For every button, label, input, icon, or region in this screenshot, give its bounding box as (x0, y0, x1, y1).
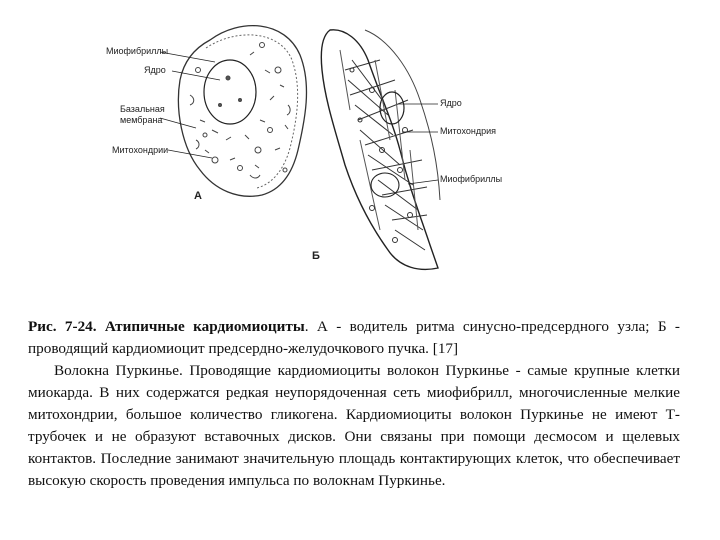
label-b-nucleus: Ядро (440, 98, 462, 108)
label-b-myofibrils: Миофибриллы (440, 174, 503, 184)
panel-a-letter: А (194, 190, 202, 202)
label-a-mitochondria: Митохондрии (112, 145, 169, 155)
panel-a-drawing (160, 26, 306, 197)
figure-caption (28, 316, 680, 492)
caption-paragraph: Волокна Пуркинье. Проводящие кардиомиоциты волокон Пуркинье - самые крупные клетки миокарда. В них содержатся редкая неупорядоченная сеть миофибрилл, многочисленные мелкие митохондрии, большое количество гликогена. Кардиомиоциты волокон Пуркинье не имеют Т-трубочек и не образуют вставочных дисков. Они связаны при помощи десмосом и щелевых контактов. Последние занимают значительную площадь контактирующих клеток, что обеспечивает высокую скорость проведения импульса по волокнам Пуркинье. (28, 362, 680, 489)
label-a-myofibrils: Миофибриллы (106, 46, 169, 56)
panel-b-drawing (321, 30, 440, 270)
caption-heading (28, 316, 680, 360)
label-b-mitochondria: Митохондрия (440, 126, 496, 136)
caption-title: Рис. 7-24. Атипичные кардиомиоциты (28, 318, 305, 335)
label-a-nucleus: Ядро (144, 65, 166, 75)
caption-title-rest: . А - водитель ритма синусно-предсердного узла; Б - проводящий кардиомиоцит предсердно-желудочкового пучка. [17] (28, 318, 680, 357)
panel-b-letter: Б (312, 250, 320, 262)
label-a-basement-membrane-2: мембрана (120, 115, 163, 125)
label-a-basement-membrane-1: Базальная (120, 104, 165, 114)
